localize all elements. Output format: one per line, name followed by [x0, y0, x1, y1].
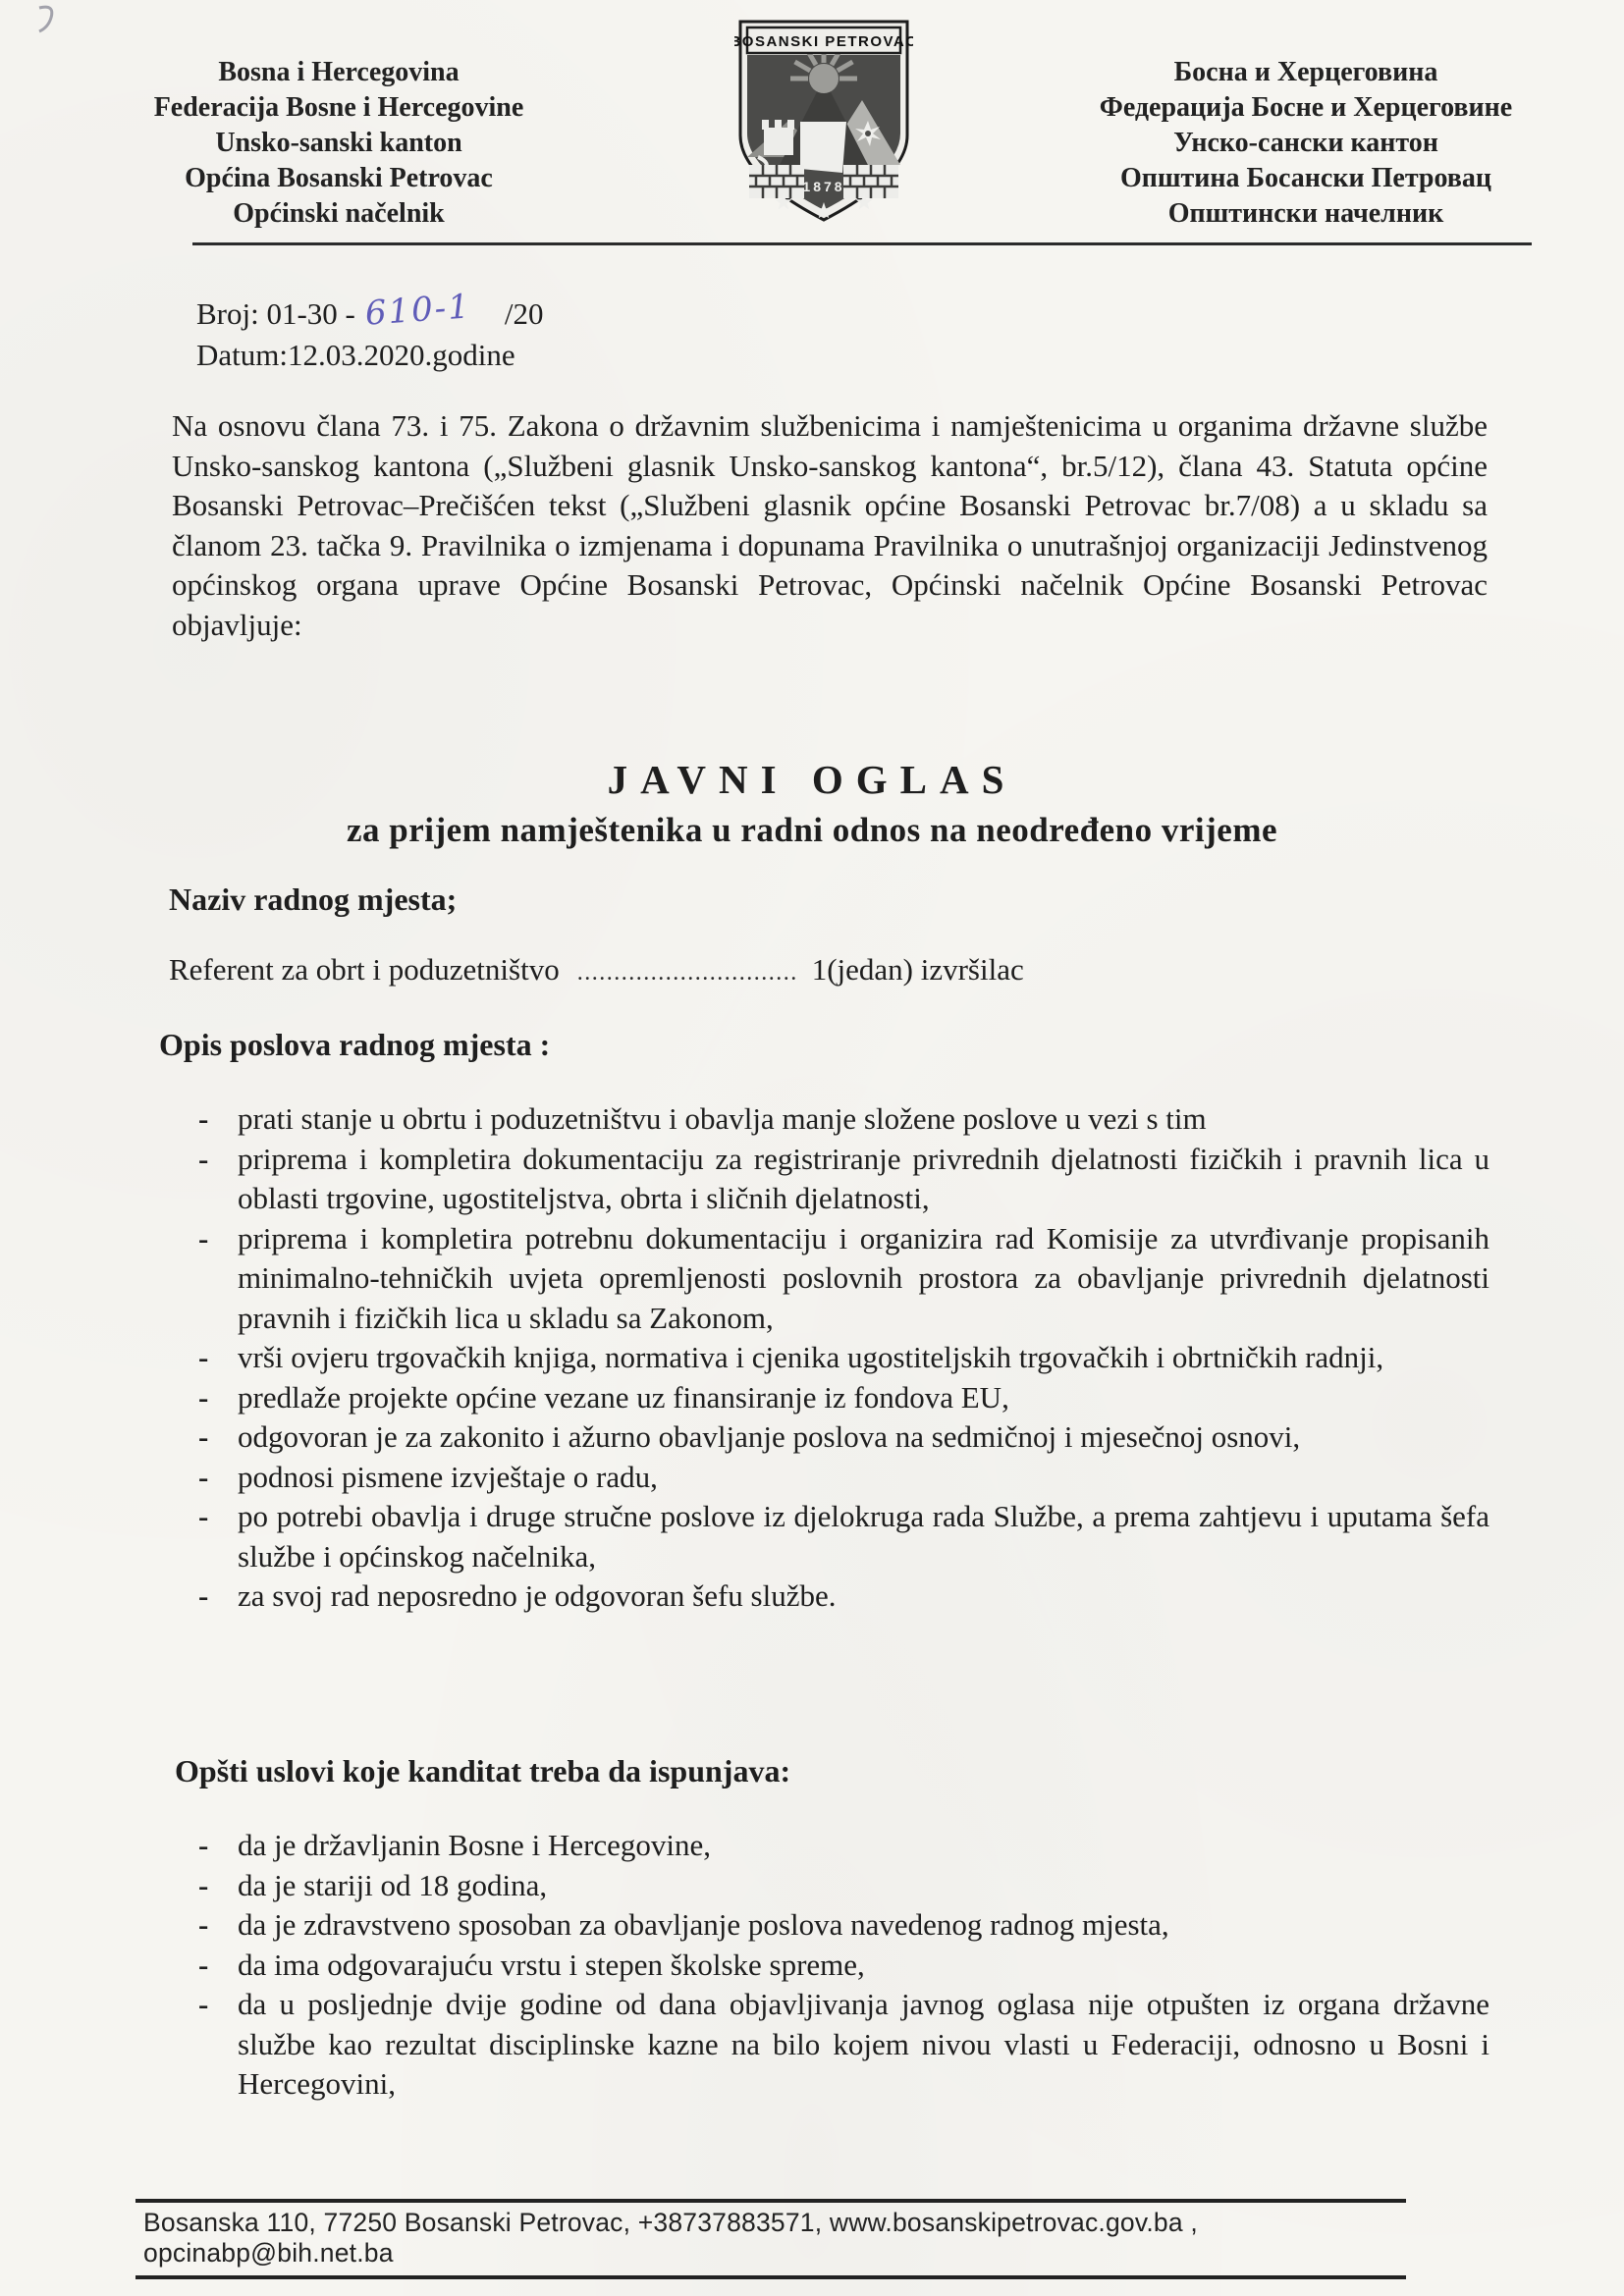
duty-item	[198, 1219, 1489, 1339]
condition-item-text: da je stariji od 18 godina,	[238, 1867, 548, 1902]
org-line: Општински начелник	[1167, 198, 1444, 229]
document-meta	[196, 287, 544, 376]
handwritten-number: 610-1	[363, 287, 472, 334]
position-line	[169, 952, 1024, 988]
duties-heading: Opis poslova radnog mjesta :	[159, 1027, 551, 1062]
dash-bullet: -	[198, 1459, 209, 1494]
document-title: JAVNI OGLAS	[607, 757, 1017, 802]
condition-item	[198, 1985, 1489, 2105]
duty-item-text: predlaže projekte općine vezane uz finansiranje iz fondova EU,	[238, 1379, 1009, 1415]
dash-bullet: -	[198, 1340, 209, 1374]
dash-bullet: -	[198, 1867, 209, 1902]
dash-bullet: -	[198, 1578, 209, 1613]
preamble-paragraph: Na osnovu člana 73. i 75. Zakona o državnim službenicima i namještenicima u organima državne službe Unsko-sanskog kantona („Službeni glasnik Unsko-sanskog kantona“, br.5/12), člana 43. Statuta općine Bosanski Petrovac–Prečišćen tekst („Službeni glasnik općine Bosanski Petrovac br.7/08) a u skladu sa članom 23. tačka 9. Pravilnika o izmjenama i dopunama Pravilnika o unutrašnjoj organizaciji Jedinstvenog općinskog organa uprave Općine Bosanski Petrovac, Općinski načelnik Općine Bosanski Petrovac objavljuje:	[172, 408, 1488, 642]
document-number-suffix: /20	[504, 296, 544, 331]
dash-bullet: -	[198, 1379, 209, 1415]
org-line: Federacija Bosne i Hercegovine	[153, 92, 524, 123]
condition-item	[198, 1946, 1489, 1986]
coat-of-arms-graphic	[734, 18, 913, 226]
dash-bullet: -	[198, 1499, 209, 1533]
document-subtitle: za prijem namještenika u radni odnos na neodređeno vrijeme	[346, 811, 1278, 849]
duty-item-text: po potrebi obavlja i druge stručne poslove iz djelokruga rada Službe, a prema zahtjevu i uputama šefa službe i općinskog načelnika,	[238, 1499, 1489, 1574]
org-line: Unsko-sanski kanton	[215, 128, 462, 158]
duty-item	[198, 1140, 1489, 1219]
duty-item	[198, 1576, 1489, 1617]
org-line: Općinski načelnik	[233, 198, 445, 229]
duty-item-text: za svoj rad neposredno je odgovoran šefu službe.	[238, 1578, 837, 1613]
duty-item-text: podnosi pismene izvještaje o radu,	[238, 1459, 658, 1494]
condition-item-text: da je zdravstveno sposoban za obavljanje poslova navedenog radnog mjesta,	[238, 1907, 1169, 1942]
dash-bullet: -	[198, 1947, 209, 1982]
duties-list	[198, 1099, 1489, 1617]
org-line: Федерација Босне и Херцеговине	[1099, 92, 1513, 123]
dash-bullet: -	[198, 1141, 209, 1176]
coat-of-arms	[734, 18, 913, 226]
condition-item-text: da je državljanin Bosne i Hercegovine,	[238, 1828, 712, 1862]
org-line: Унско-сански кантон	[1173, 128, 1438, 158]
position-name: Referent za obrt i poduzetništvo	[169, 952, 560, 987]
duty-item-text: priprema i kompletira dokumentaciju za registriranje privrednih djelatnosti fizičkih i pravnih lica u oblasti trgovine, ugostiteljstva, obrta i sličnih djelatnosti,	[238, 1141, 1489, 1215]
duty-item	[198, 1417, 1489, 1458]
dash-bullet: -	[198, 1987, 209, 2021]
footer-contact: Bosanska 110, 77250 Bosanski Petrovac, +38737883571, www.bosanskipetrovac.gov.ba , opcinabp@bih.net.ba	[143, 2208, 1198, 2268]
header-divider	[192, 242, 1532, 245]
duty-item-text: vrši ovjeru trgovačkih knjiga, normativa i cjenika ugostiteljskih trgovačkih i obrtničkih radnji,	[238, 1340, 1384, 1374]
condition-item-text: da u posljednje dvije godine od dana objavljivanja javnog oglasa nije otpušten iz organa državne službe kao rezultat disciplinske kazne na bilo kojem nivou vlasti u Federaciji, odnosno u Bosni i Hercegovini,	[238, 1987, 1489, 2101]
duty-item	[198, 1458, 1489, 1498]
conditions-list	[198, 1826, 1489, 2105]
condition-item	[198, 1866, 1489, 1906]
dash-bullet: -	[198, 1419, 209, 1454]
coat-of-arms-year: 1878	[802, 179, 845, 194]
position-heading: Naziv radnog mjesta;	[169, 881, 458, 917]
duty-item	[198, 1099, 1489, 1140]
dash-bullet: -	[198, 1101, 209, 1136]
position-count: 1(jedan) izvršilac	[811, 952, 1024, 987]
condition-item-text: da ima odgovarajuću vrstu i stepen školske spreme,	[238, 1947, 865, 1982]
duty-item-text: odgovoran je za zakonito i ažurno obavljanje poslova na sedmičnoj i mjesečnoj osnovi,	[238, 1419, 1301, 1454]
dash-bullet: -	[198, 1828, 209, 1862]
org-line: Босна и Херцеговина	[1173, 57, 1438, 87]
coat-of-arms-banner: BOSANSKI PETROVAC	[734, 33, 913, 50]
dash-bullet: -	[198, 1220, 209, 1255]
conditions-heading: Opšti uslovi koje kanditat treba da ispunjava:	[175, 1753, 791, 1789]
org-line: Општина Босански Петровац	[1119, 163, 1492, 193]
duty-item-text: priprema i kompletira potrebnu dokumentaciju i organizira rad Komisije za utvrđivanje propisanih minimalno-tehničkih uvjeta opremljenosti poslovnih prostora za obavljanje privrednih djelatnosti pravnih i fizičkih lica u skladu sa Zakonom,	[238, 1220, 1489, 1335]
page-footer	[135, 2199, 1406, 2279]
duty-item	[198, 1497, 1489, 1576]
org-block-cyrillic	[1056, 55, 1556, 232]
condition-item	[198, 1826, 1489, 1866]
pen-scan-mark	[26, 2, 75, 61]
document-number-line	[196, 287, 544, 335]
org-block-latin	[118, 55, 560, 232]
dash-bullet: -	[198, 1907, 209, 1942]
condition-item	[198, 1905, 1489, 1946]
dot-leader: ..............................	[576, 960, 798, 986]
document-date: Datum:12.03.2020.godine	[196, 338, 515, 372]
org-line: Općina Bosanski Petrovac	[185, 163, 493, 193]
document-number-prefix: Broj: 01-30 -	[196, 296, 355, 331]
duty-item-text: prati stanje u obrtu i poduzetništvu i obavlja manje složene poslove u vezi s tim	[238, 1101, 1207, 1136]
duty-item	[198, 1338, 1489, 1378]
duty-item	[198, 1378, 1489, 1418]
org-line: Bosna i Hercegovina	[218, 57, 460, 87]
